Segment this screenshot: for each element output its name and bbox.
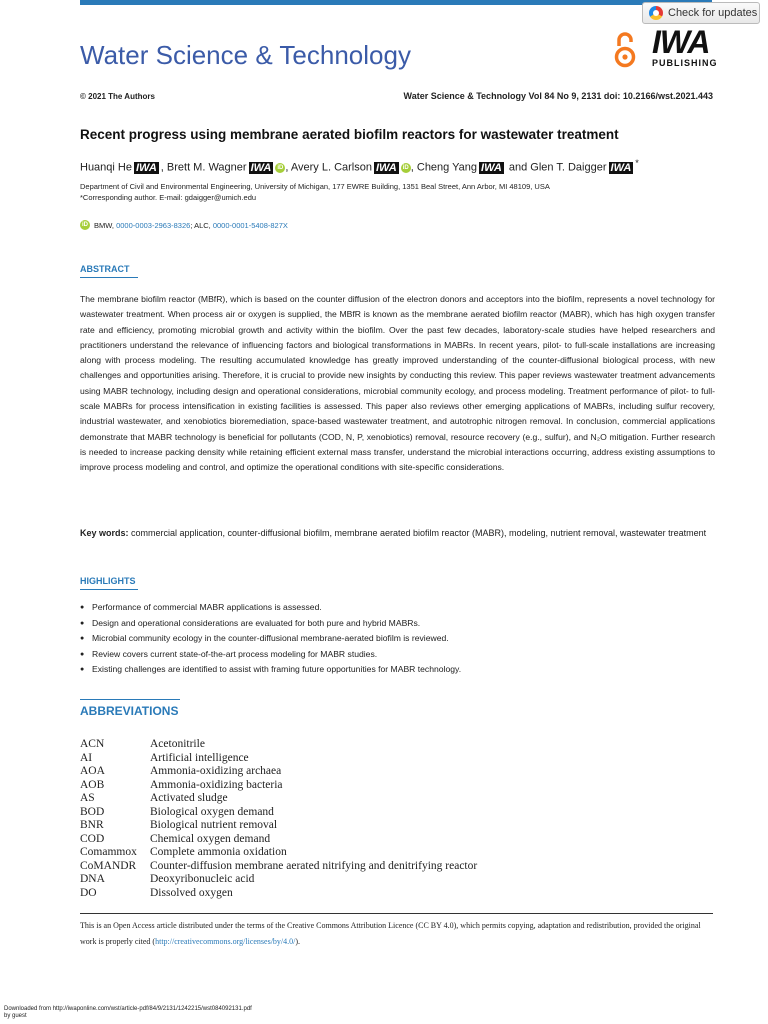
citation: Water Science & Technology Vol 84 No 9, 2131 doi: 10.2166/wst.2021.443 [403, 91, 713, 101]
article-title: Recent progress using membrane aerated biofilm reactors for wastewater treatment [80, 127, 619, 142]
list-item: ● Microbial community ecology in the counter-diffusional membrane-aerated biofilm is reviewed. [80, 631, 461, 647]
license-link[interactable]: http://creativecommons.org/licenses/by/4.0/ [155, 937, 296, 946]
orcid-icon: iD [82, 222, 88, 228]
corresponding-author: *Corresponding author. E-mail: gdaigger@umich.edu [80, 193, 257, 202]
affiliation: Department of Civil and Environmental Engineering, University of Michigan, 177 EWRE Building, 1351 Beal Street, Ann Arbor, MI 48109, USA [80, 182, 550, 191]
download-notice: Downloaded from http://iwaponline.com/wst/article-pdf/84/9/2131/1242215/wst084092131.pdf by guest [4, 1006, 252, 1019]
iwa-member-icon: IWA [250, 161, 272, 174]
iwa-member-icon: IWA [481, 161, 502, 174]
highlights-rule [80, 589, 138, 590]
list-item: ● Existing challenges are identified to assist with framing future opportunities for MABR technology. [80, 662, 461, 678]
list-item: DO Dissolved oxygen [80, 886, 233, 899]
abbreviations-heading: ABBREVIATIONS [80, 704, 179, 718]
license-footnote: This is an Open Access article distributed under the terms of the Creative Commons Attribution Licence (CC BY 4.0), which permits copying, adaptation and redistribution, provided the original work is properly cited (http://creativecommons.org/licenses/by/4.0/). [80, 921, 701, 946]
top-accent-bar [80, 0, 712, 5]
abstract-heading: ABSTRACT [80, 264, 130, 274]
list-item: Comammox Complete ammonia oxidation [80, 846, 287, 858]
orcid-line: iD BMW, 0000-0003-2963-8326; ALC, 0000-0001-5408-827X [82, 220, 288, 230]
iwa-member-icon: IWA [610, 161, 632, 174]
orcid-link-bmw[interactable]: 0000-0003-2963-8326 [116, 220, 191, 230]
author-name[interactable]: Glen T. Daigger [530, 161, 607, 174]
author-name[interactable]: Huanqi He [80, 161, 132, 174]
author-name[interactable]: Avery L. Carlson [290, 161, 372, 174]
list-item: ● Design and operational considerations are evaluated for both pure and hybrid MABRs. [80, 616, 461, 632]
abstract-rule [80, 277, 138, 278]
iwa-member-icon: IWA [135, 161, 157, 174]
list-item: ● Performance of commercial MABR applications is assessed. [80, 600, 461, 616]
affiliation-block [80, 181, 550, 203]
abbreviations-rule [80, 699, 180, 700]
copyright: © 2021 The Authors [80, 92, 155, 101]
abbreviations-list [80, 738, 477, 900]
author-name[interactable]: Cheng Yang [416, 161, 478, 174]
open-access-icon [614, 30, 636, 70]
orcid-link-alc[interactable]: 0000-0001-5408-827X [212, 220, 288, 230]
iwa-member-icon: IWA [375, 161, 397, 174]
list-item: CoMANDR Counter-diffusion membrane aerated nitrifying and denitrifying reactor [80, 859, 478, 872]
iwa-logo-subtext: PUBLISHING [652, 58, 718, 68]
journal-name: Water Science & Technology [80, 40, 411, 70]
abstract-text: The membrane biofilm reactor (MBfR), which is based on the counter diffusion of the electron donors and acceptors into the biofilm, represents a novel technology for wastewater treatment. When process air or oxygen is supplied, the MBfR is known as the membrane aerated biofilm reactor (MABR), which has high oxygen transfer rate and efficiency, promoting microbial growth and activity within the biofilm. Over the past few decades, laboratory-scale studies have helped researchers and practitioners understand the relevance of influencing factors and biological transformations in MABRs. In recent years, pilot- to full-scale installations are increasing along with process modeling. The resulting accumulated knowledge has greatly improved understanding of the counter-diffusional biological process, with new challenges and opportunities arising. Therefore, it is crucial to provide new insights by conducting this review. This paper reviews wastewater treatment advancements using MABR technology, including design and operational considerations, microbial community ecology, and process modeling. Treatment performance of pilot- to full-scale MABRs for process intensification in existing facilities is assessed. This paper also reviews other emerging applications of MABRs, including sulfur recovery, industrial wastewater, and xenobiotics bioremediation, space-based wastewater treatment, and autotrophic nitrogen removal. In conclusion, commercial applications demonstrate that MABR technology is beneficial for pollutants (COD, N, P, xenobiotics) removal, resource recovery (e.g., sulfur), and N₂O mitigation. Further research is needed to increase packing density while retaining efficient external mass transfer, understand the microbial interactions occurring, address existing assumptions to improve process modeling and control, and optimize the operational conditions with site-specific considerations. [80, 294, 715, 473]
list-item: ACN Acetonitrile [80, 738, 205, 750]
orcid-icon[interactable]: iD [277, 164, 284, 171]
list-item: ● Review covers current state-of-the-art process modeling for MABR studies. [80, 647, 461, 663]
iwa-publishing-logo[interactable] [652, 26, 718, 68]
list-item: AI Artificial intelligence [80, 751, 249, 764]
keywords-text: commercial application, counter-diffusional biofilm, membrane aerated biofilm reactor (MABR), modeling, nutrient removal, wastewater treatment [128, 528, 707, 538]
keywords-label: Key words: [80, 528, 129, 538]
list-item: BOD Biological oxygen demand [80, 805, 274, 818]
list-item: AOA Ammonia-oxidizing archaea [80, 765, 282, 777]
author-list: Huanqi He IWA , Brett M. Wagner IWA iD , Avery L. Carlson IWA iD , Cheng Yang IWA and Glen T. Daigger IWA * [80, 158, 639, 174]
list-item: AOB Ammonia-oxidizing bacteria [80, 778, 283, 791]
highlights-heading: HIGHLIGHTS [80, 576, 136, 586]
orcid-icon[interactable]: iD [402, 164, 409, 171]
list-item: COD Chemical oxygen demand [80, 832, 271, 845]
check-updates-label: Check for updates [668, 7, 758, 19]
check-for-updates-button[interactable] [642, 2, 760, 24]
iwa-logo-text: IWA [652, 24, 710, 60]
highlights-list [80, 600, 461, 678]
crossmark-icon [649, 6, 663, 20]
list-item: BNR Biological nutrient removal [80, 819, 278, 831]
keywords [80, 526, 715, 541]
footnote-rule [80, 913, 713, 914]
list-item: DNA Deoxyribonucleic acid [80, 873, 255, 885]
author-name[interactable]: Brett M. Wagner [166, 161, 247, 174]
list-item: AS Activated sludge [80, 792, 228, 804]
